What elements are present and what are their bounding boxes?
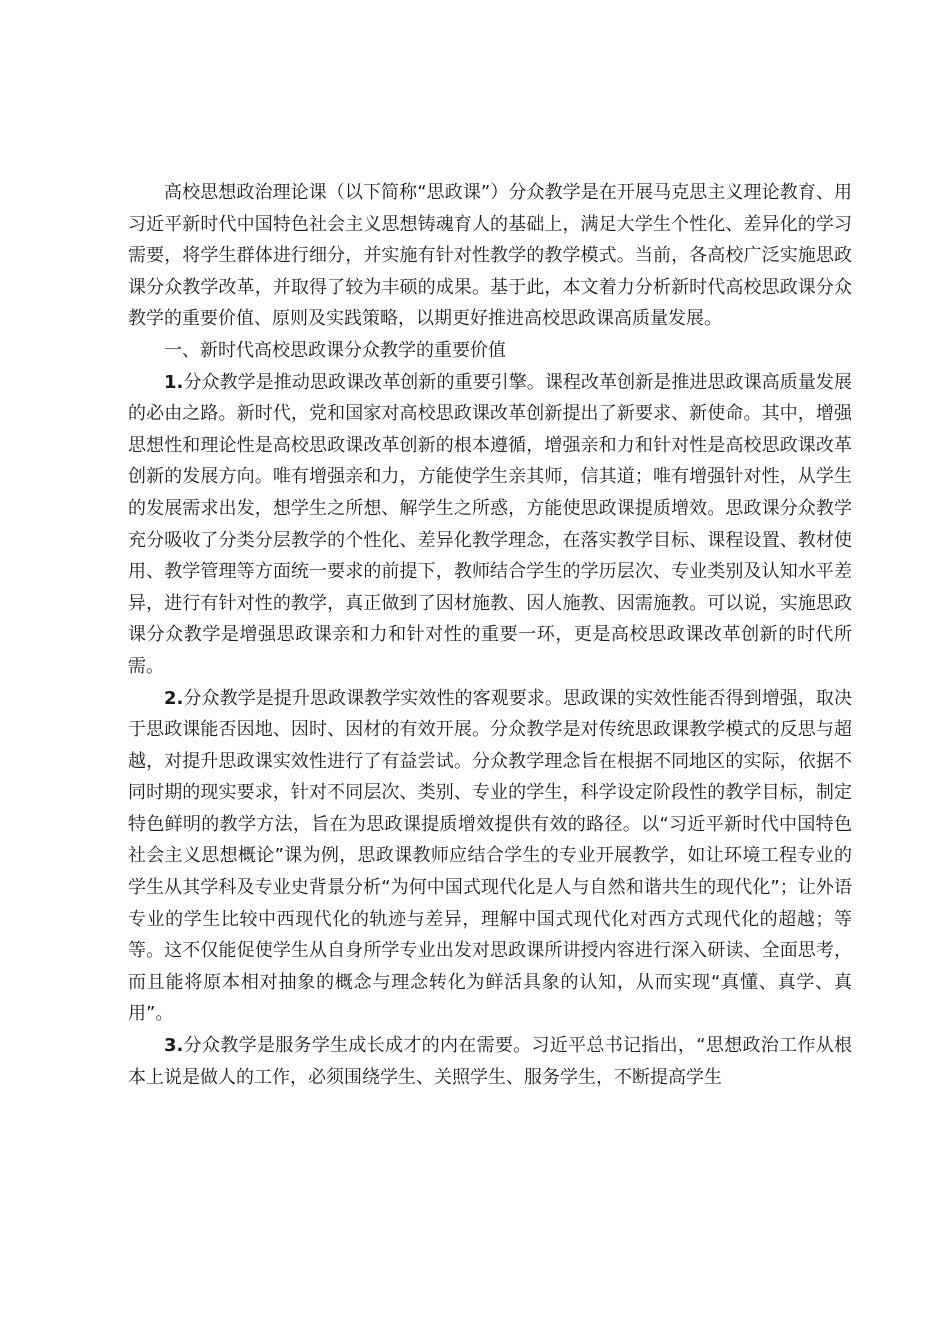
paragraph-section-3 (128, 1030, 852, 1093)
paragraph-section-2 (128, 683, 852, 1031)
paragraph-section-1 (128, 367, 852, 683)
section-number: 2. (164, 687, 184, 709)
paragraph-text: 分众教学是推动思政课改革创新的重要引擎。课程改革创新是推进思政课高质量发展的必由之路。新时代，党和国家对高校思政课改革创新提出了新要求、新使命。其中，增强思想性和理论性是高校思政课改革创新的根本遵循，增强亲和力和针对性是高校思政课改革创新的发展方向。唯有增强亲和力，方能使学生亲其师，信其道；唯有增强针对性，从学生的发展需求出发，想学生之所想、解学生之所惑，方能使思政课提质增效。思政课分众教学充分吸收了分类分层教学的个性化、差异化教学理念，在落实教学目标、课程设置、教材使用、教学管理等方面统一要求的前提下，教师结合学生的学历层次、专业类别及认知水平差异，进行有针对性的教学，真正做到了因材施教、因人施教、因需施教。可以说，实施思政课分众教学是增强思政课亲和力和针对性的重要一环，更是高校思政课改革创新的时代所需。 (128, 371, 852, 677)
article-body (128, 177, 852, 1093)
intro-paragraph: 高校思想政治理论课（以下简称“思政课”）分众教学是在开展马克思主义理论教育、用习近平新时代中国特色社会主义思想铸魂育人的基础上，满足大学生个性化、差异化的学习需要，将学生群体进行细分，并实施有针对性教学的教学模式。当前，各高校广泛实施思政课分众教学改革，并取得了较为丰硕的成果。基于此，本文着力分析新时代高校思政课分众教学的重要价值、原则及实践策略，以期更好推进高校思政课高质量发展。 (128, 182, 852, 330)
section-heading: 一、新时代高校思政课分众教学的重要价值 (164, 339, 506, 361)
paragraph-text: 分众教学是提升思政课教学实效性的客观要求。思政课的实效性能否得到增强，取决于思政课能否因地、因时、因材的有效开展。分众教学是对传统思政课教学模式的反思与超越，对提升思政课实效性进行了有益尝试。分众教学理念旨在根据不同地区的实际，依据不同时期的现实要求，针对不同层次、类别、专业的学生，科学设定阶段性的教学目标，制定特色鲜明的教学方法，旨在为思政课提质增效提供有效的路径。以“习近平新时代中国特色社会主义思想概论”课为例，思政课教师应结合学生的专业开展教学，如让环境工程专业的学生从其学科及专业史背景分析“为何中国式现代化是人与自然和谐共生的现代化”；让外语专业的学生比较中西现代化的轨迹与差异，理解中国式现代化对西方式现代化的超越；等等。这不仅能促使学生从自身所学专业出发对思政课所讲授内容进行深入研读、全面思考，而且能将原本相对抽象的概念与理念转化为鲜活具象的认知，从而实现“真懂、真学、真用”。 (128, 687, 852, 1025)
section-number: 1. (164, 371, 184, 393)
section-number: 3. (164, 1035, 184, 1057)
paragraph-text: 分众教学是服务学生成长成才的内在需要。习近平总书记指出，“思想政治工作从根本上说是做人的工作，必须围绕学生、关照学生、服务学生，不断提高学生 (128, 1035, 852, 1088)
